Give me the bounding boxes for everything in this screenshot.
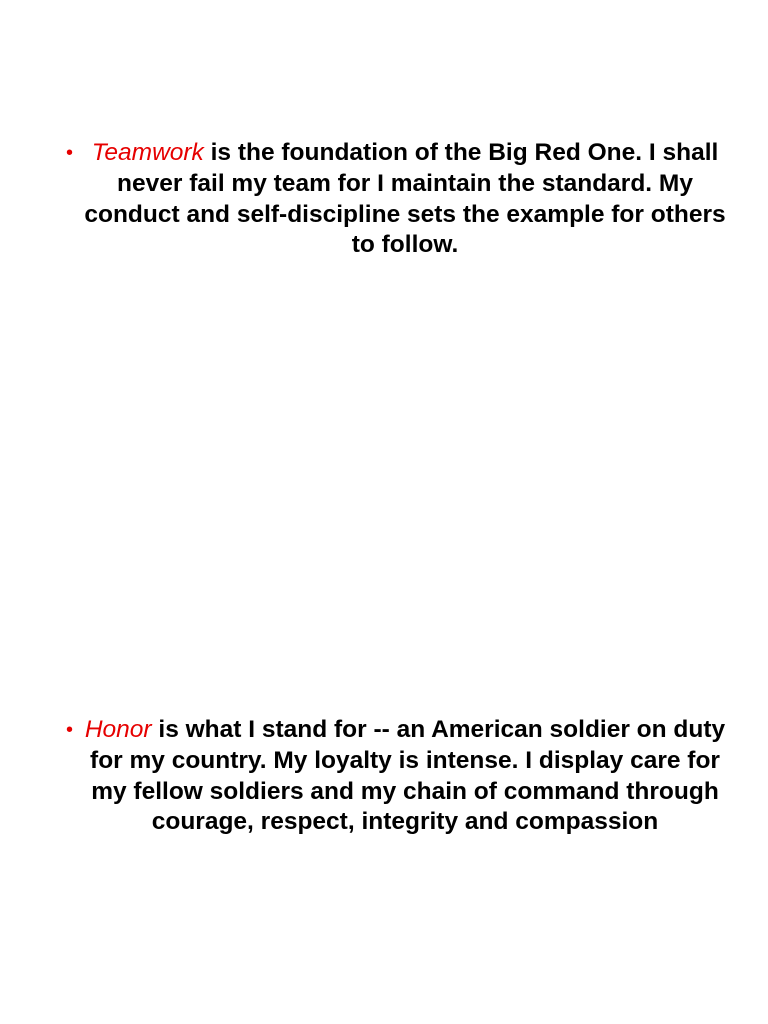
bullet-item-teamwork [66, 138, 726, 261]
bullet-marker: • [66, 719, 74, 741]
slide-honor [0, 512, 768, 1024]
bullet-body-text: is what I stand for -- an American soldier on duty for my country. My loyalty is intense. I display care for my fellow soldiers and my chain of command through courage, respect, integrity and compassion [90, 716, 726, 836]
bullet-marker: • [66, 142, 74, 164]
keyword-honor: Honor [84, 716, 152, 743]
bullet-paragraph [66, 715, 726, 838]
keyword-teamwork: Teamwork [91, 139, 204, 166]
bullet-body-text: is the foundation of the Big Red One. I shall never fail my team for I maintain the standard. My conduct and self-discipline sets the example for others to follow. [84, 139, 726, 259]
bullet-item-honor [66, 715, 726, 838]
bullet-paragraph [66, 138, 726, 261]
